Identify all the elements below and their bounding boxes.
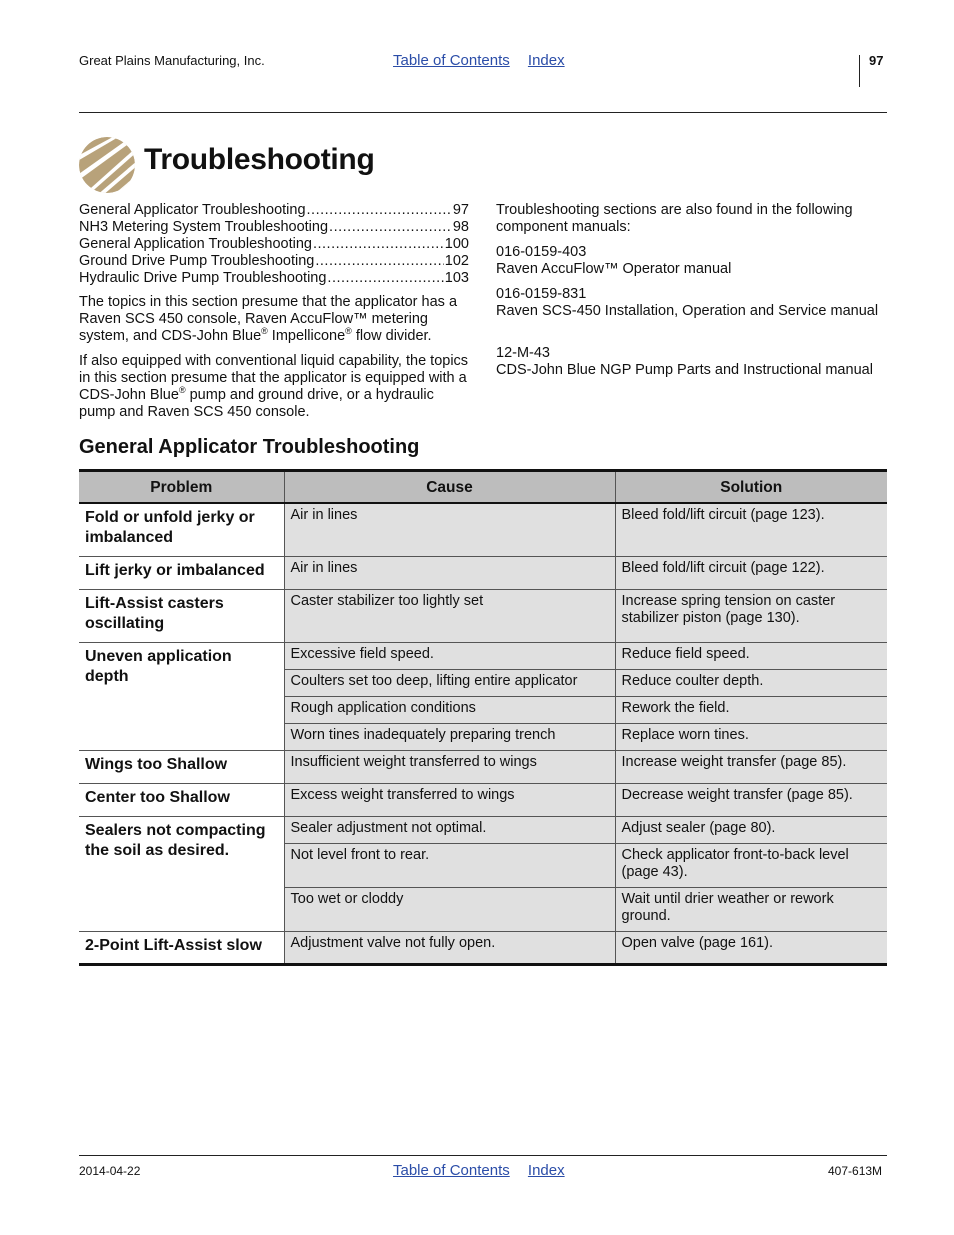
solution-cell: Increase weight transfer (page 85). — [615, 750, 887, 783]
manual-reference — [496, 345, 888, 379]
document-number: 407-613M — [828, 1164, 883, 1178]
manual-number: 016-0159-403 — [496, 244, 587, 260]
header-rule — [79, 112, 887, 113]
column-header-problem: Problem — [79, 471, 284, 504]
toc-item[interactable]: Ground Drive Pump Troubleshooting ..... 102 — [79, 253, 469, 270]
cause-cell: Caster stabilizer too lightly set — [284, 589, 615, 642]
problem-cell: Lift-Assist casters oscillating — [79, 589, 284, 642]
table-row — [79, 589, 887, 642]
solution-cell: Increase spring tension on caster stabilizer piston (page 130). — [615, 589, 887, 642]
header-nav — [393, 52, 565, 69]
table-row — [79, 503, 887, 556]
company-name: Great Plains Manufacturing, Inc. — [79, 53, 265, 68]
header-divider — [859, 55, 860, 87]
footer-nav — [393, 1162, 565, 1179]
toc-item[interactable]: General Applicator Troubleshooting ..... 97 — [79, 202, 469, 219]
manual-title: CDS-John Blue NGP Pump Parts and Instructional manual — [496, 362, 873, 378]
footer-toc-link[interactable]: Table of Contents — [393, 1162, 510, 1179]
table-row — [79, 816, 887, 843]
header-index-link[interactable]: Index — [527, 52, 565, 69]
solution-cell: Bleed fold/lift circuit (page 122). — [615, 556, 887, 589]
table-row — [79, 931, 887, 964]
toc-item[interactable]: Hydraulic Drive Pump Troubleshooting ..... 103 — [79, 270, 469, 287]
problem-cell: Uneven application depth — [79, 642, 284, 750]
manual-title: Raven AccuFlow™ Operator manual — [496, 261, 732, 277]
cause-cell: Coulters set too deep, lifting entire applicator — [284, 669, 615, 696]
cause-cell: Rough application conditions — [284, 696, 615, 723]
section-heading: General Applicator Troubleshooting — [79, 436, 420, 458]
manuals-intro: Troubleshooting sections are also found in the following component manuals: — [496, 202, 853, 235]
solution-cell: Open valve (page 161). — [615, 931, 887, 964]
problem-cell: Center too Shallow — [79, 783, 284, 816]
problem-cell: Wings too Shallow — [79, 750, 284, 783]
section-toc — [79, 202, 469, 287]
great-plains-logo-icon — [78, 136, 136, 194]
page-title: Troubleshooting — [144, 143, 375, 176]
table-row — [79, 556, 887, 589]
solution-cell: Adjust sealer (page 80). — [615, 816, 887, 843]
cause-cell: Air in lines — [284, 503, 615, 556]
table-header-row — [79, 471, 887, 504]
footer-date: 2014-04-22 — [79, 1164, 141, 1178]
table-row — [79, 750, 887, 783]
cause-cell: Sealer adjustment not optimal. — [284, 816, 615, 843]
problem-cell: Lift jerky or imbalanced — [79, 556, 284, 589]
solution-cell: Reduce field speed. — [615, 642, 887, 669]
cause-cell: Excessive field speed. — [284, 642, 615, 669]
cause-cell: Too wet or cloddy — [284, 887, 615, 931]
solution-cell: Wait until drier weather or rework ground. — [615, 887, 887, 931]
footer-rule — [79, 1155, 887, 1156]
footer-index-link[interactable]: Index — [527, 1162, 565, 1179]
table-row — [79, 642, 887, 669]
manual-number: 016-0159-831 — [496, 286, 587, 302]
column-header-solution: Solution — [615, 471, 887, 504]
intro-paragraph-1: The topics in this section presume that the applicator has a Raven SCS 450 console, Raven AccuFlow™ metering system, and CDS-John Blue® Impellicone® flow divider. — [79, 294, 458, 344]
problem-cell: Sealers not compacting the soil as desired. — [79, 816, 284, 931]
table-row — [79, 783, 887, 816]
column-header-cause: Cause — [284, 471, 615, 504]
page-number: 97 — [869, 53, 884, 68]
solution-cell: Replace worn tines. — [615, 723, 887, 750]
problem-cell: Fold or unfold jerky or imbalanced — [79, 503, 284, 556]
manual-title: Raven SCS-450 Installation, Operation and Service manual — [496, 303, 879, 319]
manual-number: 12-M-43 — [496, 345, 550, 361]
intro-paragraph-2: If also equipped with conventional liquid capability, the topics in this section presume that the applicator is equipped with a CDS-John Blue® pump and ground drive, or a hydraulic pump and Raven SCS 450 console. — [79, 353, 469, 420]
cause-cell: Worn tines inadequately preparing trench — [284, 723, 615, 750]
solution-cell: Reduce coulter depth. — [615, 669, 887, 696]
cause-cell: Adjustment valve not fully open. — [284, 931, 615, 964]
solution-cell: Bleed fold/lift circuit (page 123). — [615, 503, 887, 556]
cause-cell: Insufficient weight transferred to wings — [284, 750, 615, 783]
cause-cell: Excess weight transferred to wings — [284, 783, 615, 816]
header-toc-link[interactable]: Table of Contents — [393, 52, 510, 69]
problem-cell: 2-Point Lift-Assist slow — [79, 931, 284, 964]
troubleshooting-table — [79, 469, 887, 966]
cause-cell: Air in lines — [284, 556, 615, 589]
manual-reference — [496, 244, 888, 278]
solution-cell: Rework the field. — [615, 696, 887, 723]
manual-reference — [496, 286, 888, 320]
toc-item[interactable]: General Application Troubleshooting ..... 100 — [79, 236, 469, 253]
solution-cell: Decrease weight transfer (page 85). — [615, 783, 887, 816]
solution-cell: Check applicator front-to-back level (page 43). — [615, 843, 887, 887]
toc-item[interactable]: NH3 Metering System Troubleshooting ..... 98 — [79, 219, 469, 236]
cause-cell: Not level front to rear. — [284, 843, 615, 887]
